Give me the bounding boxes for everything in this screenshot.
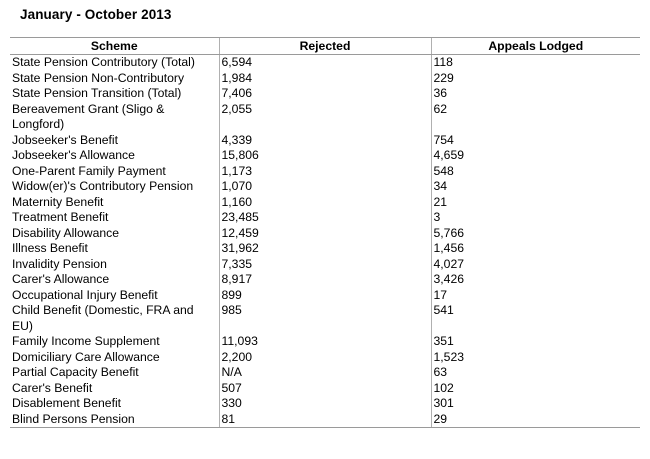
table-row bbox=[10, 241, 640, 257]
appeals-lodged-cell: 4,659 bbox=[431, 148, 640, 164]
table-body bbox=[10, 55, 640, 428]
table-row bbox=[10, 350, 640, 366]
appeals-lodged-cell: 754 bbox=[431, 133, 640, 149]
rejected-cell: 12,459 bbox=[219, 226, 431, 242]
scheme-cell: Occupational Injury Benefit bbox=[12, 287, 158, 302]
appeals-lodged-cell: 17 bbox=[431, 288, 640, 304]
scheme-cell: Carer's Benefit bbox=[12, 380, 93, 395]
scheme-cell: Maternity Benefit bbox=[12, 194, 104, 209]
column-header-scheme: Scheme bbox=[10, 38, 219, 55]
rejected-cell: 1,070 bbox=[219, 179, 431, 195]
appeals-lodged-cell: 541 bbox=[431, 303, 640, 334]
table-row bbox=[10, 396, 640, 412]
scheme-cell: Blind Persons Pension bbox=[10, 412, 219, 428]
table-row bbox=[10, 365, 640, 381]
rejected-cell: 81 bbox=[219, 412, 431, 428]
scheme-cell: Widow(er)'s Contributory Pension bbox=[12, 179, 194, 193]
scheme-cell: State Pension Transition (Total) bbox=[12, 86, 182, 100]
appeals-lodged-cell: 1,456 bbox=[431, 241, 640, 257]
table-row bbox=[10, 179, 640, 195]
scheme-cell: Partial Capacity Benefit bbox=[12, 365, 139, 379]
appeals-lodged-cell: 118 bbox=[431, 55, 640, 71]
appeals-lodged-cell: 1,523 bbox=[431, 350, 640, 366]
scheme-cell: Disablement Benefit bbox=[12, 396, 122, 410]
scheme-cell: Jobseeker's Benefit bbox=[12, 132, 118, 147]
scheme-cell: Illness Benefit bbox=[12, 241, 88, 255]
rejected-cell: 7,406 bbox=[219, 86, 431, 102]
table-row bbox=[10, 334, 640, 350]
rejected-cell: 1,984 bbox=[219, 71, 431, 87]
appeals-lodged-cell: 548 bbox=[431, 164, 640, 180]
table-row bbox=[10, 71, 640, 87]
rejected-cell: 985 bbox=[219, 303, 431, 334]
appeals-table bbox=[10, 37, 640, 428]
table-row bbox=[10, 55, 640, 71]
table-row bbox=[10, 272, 640, 288]
appeals-lodged-cell: 29 bbox=[431, 412, 640, 428]
rejected-cell: 15,806 bbox=[219, 148, 431, 164]
table-row bbox=[10, 195, 640, 211]
appeals-lodged-cell: 102 bbox=[431, 381, 640, 397]
appeals-lodged-cell: 21 bbox=[431, 195, 640, 211]
appeals-lodged-cell: 34 bbox=[431, 179, 640, 195]
rejected-cell: 31,962 bbox=[219, 241, 431, 257]
rejected-cell: 507 bbox=[219, 381, 431, 397]
scheme-cell: One-Parent Family Payment bbox=[12, 163, 166, 178]
rejected-cell: N/A bbox=[219, 365, 431, 381]
rejected-cell: 23,485 bbox=[219, 210, 431, 226]
rejected-cell: 899 bbox=[219, 288, 431, 304]
table-row bbox=[10, 288, 640, 304]
page-title: January - October 2013 bbox=[20, 7, 172, 22]
table-row bbox=[10, 226, 640, 242]
scheme-cell: State Pension Non-Contributory bbox=[12, 70, 185, 85]
rejected-cell: 8,917 bbox=[219, 272, 431, 288]
appeals-lodged-cell: 36 bbox=[431, 86, 640, 102]
scheme-cell: Family Income Supplement bbox=[12, 334, 160, 348]
scheme-cell: Invalidity Pension bbox=[12, 256, 107, 271]
table-row bbox=[10, 164, 640, 180]
scheme-cell: Domiciliary Care Allowance bbox=[12, 349, 160, 364]
scheme-cell: Carer's Allowance bbox=[12, 272, 110, 286]
appeals-lodged-cell: 229 bbox=[431, 71, 640, 87]
rejected-cell: 330 bbox=[219, 396, 431, 412]
appeals-lodged-cell: 3,426 bbox=[431, 272, 640, 288]
table-row bbox=[10, 86, 640, 102]
column-header-appeals-lodged: Appeals Lodged bbox=[431, 38, 640, 55]
scheme-cell: Treatment Benefit bbox=[12, 210, 109, 224]
table-row bbox=[10, 133, 640, 149]
scheme-cell: Disability Allowance bbox=[12, 225, 120, 240]
rejected-cell: 1,173 bbox=[219, 164, 431, 180]
appeals-lodged-cell: 351 bbox=[431, 334, 640, 350]
scheme-cell: State Pension Contributory (Total) bbox=[12, 55, 195, 69]
table-row bbox=[10, 303, 640, 334]
rejected-cell: 2,055 bbox=[219, 102, 431, 133]
appeals-lodged-cell: 63 bbox=[431, 365, 640, 381]
rejected-cell: 6,594 bbox=[219, 55, 431, 71]
scheme-cell: Bereavement Grant (Sligo & Longford) bbox=[12, 101, 165, 131]
appeals-lodged-cell: 62 bbox=[431, 102, 640, 133]
table-row bbox=[10, 148, 640, 164]
scheme-cell: Child Benefit (Domestic, FRA and EU) bbox=[12, 303, 194, 333]
appeals-lodged-cell: 5,766 bbox=[431, 226, 640, 242]
table-header-row bbox=[10, 38, 640, 55]
table-row bbox=[10, 412, 640, 428]
table-row bbox=[10, 381, 640, 397]
appeals-lodged-cell: 301 bbox=[431, 396, 640, 412]
rejected-cell: 7,335 bbox=[219, 257, 431, 273]
table-row bbox=[10, 210, 640, 226]
rejected-cell: 11,093 bbox=[219, 334, 431, 350]
rejected-cell: 2,200 bbox=[219, 350, 431, 366]
scheme-cell: Jobseeker's Allowance bbox=[12, 148, 135, 162]
table-row bbox=[10, 102, 640, 133]
rejected-cell: 1,160 bbox=[219, 195, 431, 211]
rejected-cell: 4,339 bbox=[219, 133, 431, 149]
column-header-rejected: Rejected bbox=[219, 38, 431, 55]
appeals-lodged-cell: 4,027 bbox=[431, 257, 640, 273]
table-row bbox=[10, 257, 640, 273]
appeals-lodged-cell: 3 bbox=[431, 210, 640, 226]
